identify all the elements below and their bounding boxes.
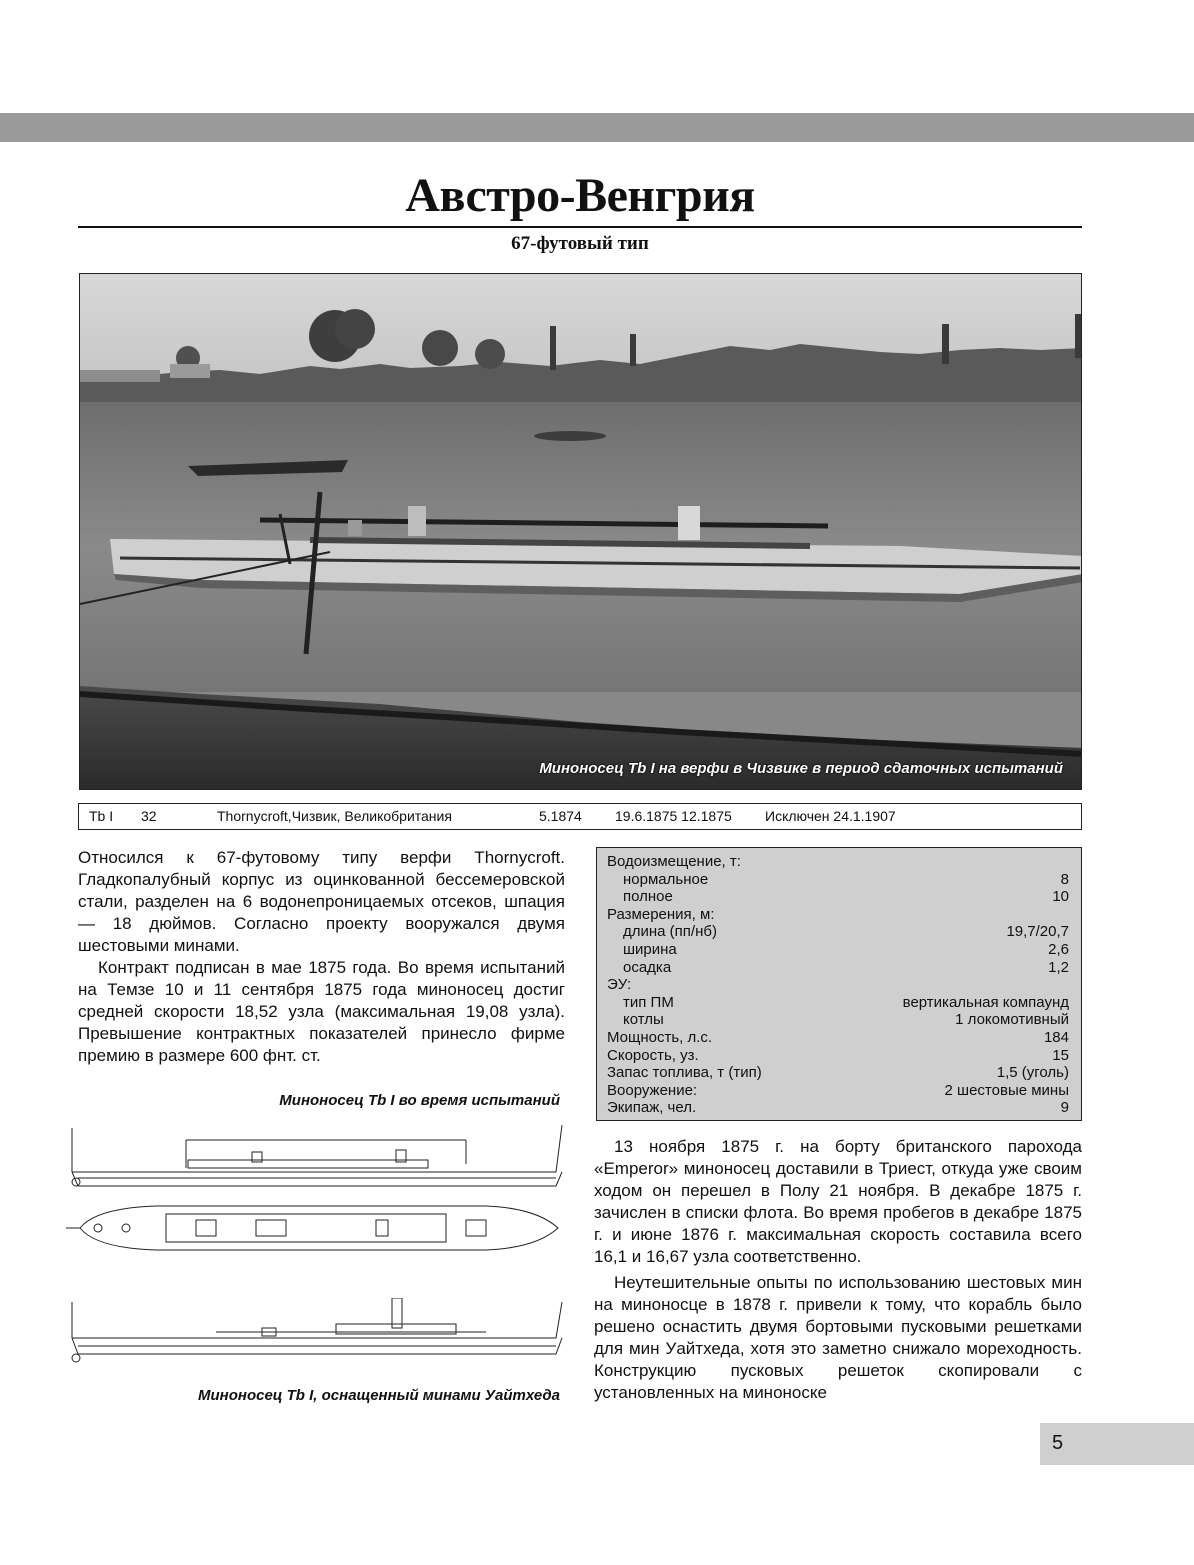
spec-row: котлы 1 локомотивный bbox=[623, 1011, 1069, 1029]
spec-row: ЭУ: bbox=[607, 976, 632, 994]
spec-row: Скорость, уз. 15 bbox=[607, 1046, 1069, 1064]
ship-profile-plan-drawing bbox=[66, 1120, 566, 1256]
spec-row: полное 10 bbox=[623, 888, 1069, 906]
paragraph: Относился к 67-футовому типу верфи Thornycroft. Гладкопалубный корпус из оцинкованной бессемеровской стали, разделен на 6 водонепроницаемых отсеков, шпация — 18 дюймов. Согласно проекту вооружался двумя шестовыми минами. bbox=[78, 848, 565, 955]
spec-row: нормальное 8 bbox=[623, 870, 1069, 888]
ship-whitehead-profile-drawing bbox=[66, 1298, 566, 1380]
paragraph: Контракт подписан в мае 1875 года. Во время испытаний на Темзе 10 и 11 сентября 1875 года миноносец достиг средней скорости 18,52 узла (максимальная 19,08 узла). Превышение контрактных показателей принесло фирме премию в размере 600 фнт. ст. bbox=[78, 958, 565, 1065]
specifications-table bbox=[596, 847, 1082, 1121]
header-band bbox=[0, 113, 1194, 142]
left-column-text bbox=[78, 847, 565, 1067]
spec-row: Водоизмещение, т: bbox=[607, 853, 741, 870]
spec-row: Размерения, м: bbox=[607, 905, 715, 923]
spec-row: Запас топлива, т (тип) 1,5 (уголь) bbox=[607, 1064, 1069, 1082]
drawing-trials bbox=[66, 1120, 566, 1256]
ship-name: Tb I bbox=[89, 808, 114, 824]
spec-row: длина (пп/нб) 19,7/20,7 bbox=[623, 923, 1069, 941]
ship-launched-completed: 19.6.1875 12.1875 bbox=[615, 808, 732, 824]
ship-fate: Исключен 24.1.1907 bbox=[765, 808, 896, 824]
ship-photo-image bbox=[80, 274, 1082, 790]
paragraph: Неутешительные опыты по использованию шестовых мин на миноносце в 1878 г. привели к тому, что корабль было решено оснастить двумя бортовыми пусковыми решетками для мин Уайтхеда, хотя это заметно снижало мореходность. Конструкцию пусковых решеток скопировали с установленных на миноноске bbox=[594, 1273, 1082, 1402]
drawing-whitehead bbox=[66, 1298, 566, 1380]
spec-row: тип ПМ вертикальная компаунд bbox=[623, 993, 1069, 1011]
paragraph: 13 ноября 1875 г. на борту британского парохода «Emperor» миноносец доставили в Триест, откуда уже своим ходом он перешел в Полу 21 ноября. В декабре 1875 г. зачислен в списки флота. Во время пробегов в декабре 1875 г. и июне 1876 г. максимальная скорость составила всего 16,1 и 16,67 узла соответственно. bbox=[594, 1137, 1082, 1266]
spec-row: Экипаж, чел. 9 bbox=[607, 1099, 1069, 1117]
page-title: Австро-Венгрия bbox=[405, 169, 755, 222]
ship-laid-down: 5.1874 bbox=[539, 808, 582, 824]
page-number: 5 bbox=[1052, 1432, 1064, 1454]
drawing-caption-trials: Миноносец Tb I во время испытаний bbox=[279, 1092, 560, 1109]
ship-builder: Thornycroft,Чизвик, Великобритания bbox=[217, 808, 452, 824]
spec-row: Вооружение: 2 шестовые мины bbox=[607, 1081, 1069, 1099]
spec-row: ширина 2,6 bbox=[623, 940, 1069, 958]
ship-record-row bbox=[78, 803, 1082, 830]
spec-row: осадка 1,2 bbox=[623, 958, 1069, 976]
ship-photo bbox=[79, 273, 1082, 790]
right-column-text bbox=[594, 1136, 1082, 1404]
section-subtitle: 67-футовый тип bbox=[511, 233, 649, 254]
ship-number: 32 bbox=[141, 808, 157, 824]
photo-caption: Миноносец Tb I на верфи в Чизвике в период сдаточных испытаний bbox=[539, 760, 1063, 777]
title-rule bbox=[78, 226, 1082, 228]
drawing-caption-whitehead: Миноносец Tb I, оснащенный минами Уайтхеда bbox=[198, 1387, 560, 1404]
spec-row: Мощность, л.с. 184 bbox=[607, 1028, 1069, 1046]
page-number-box bbox=[1040, 1423, 1194, 1465]
